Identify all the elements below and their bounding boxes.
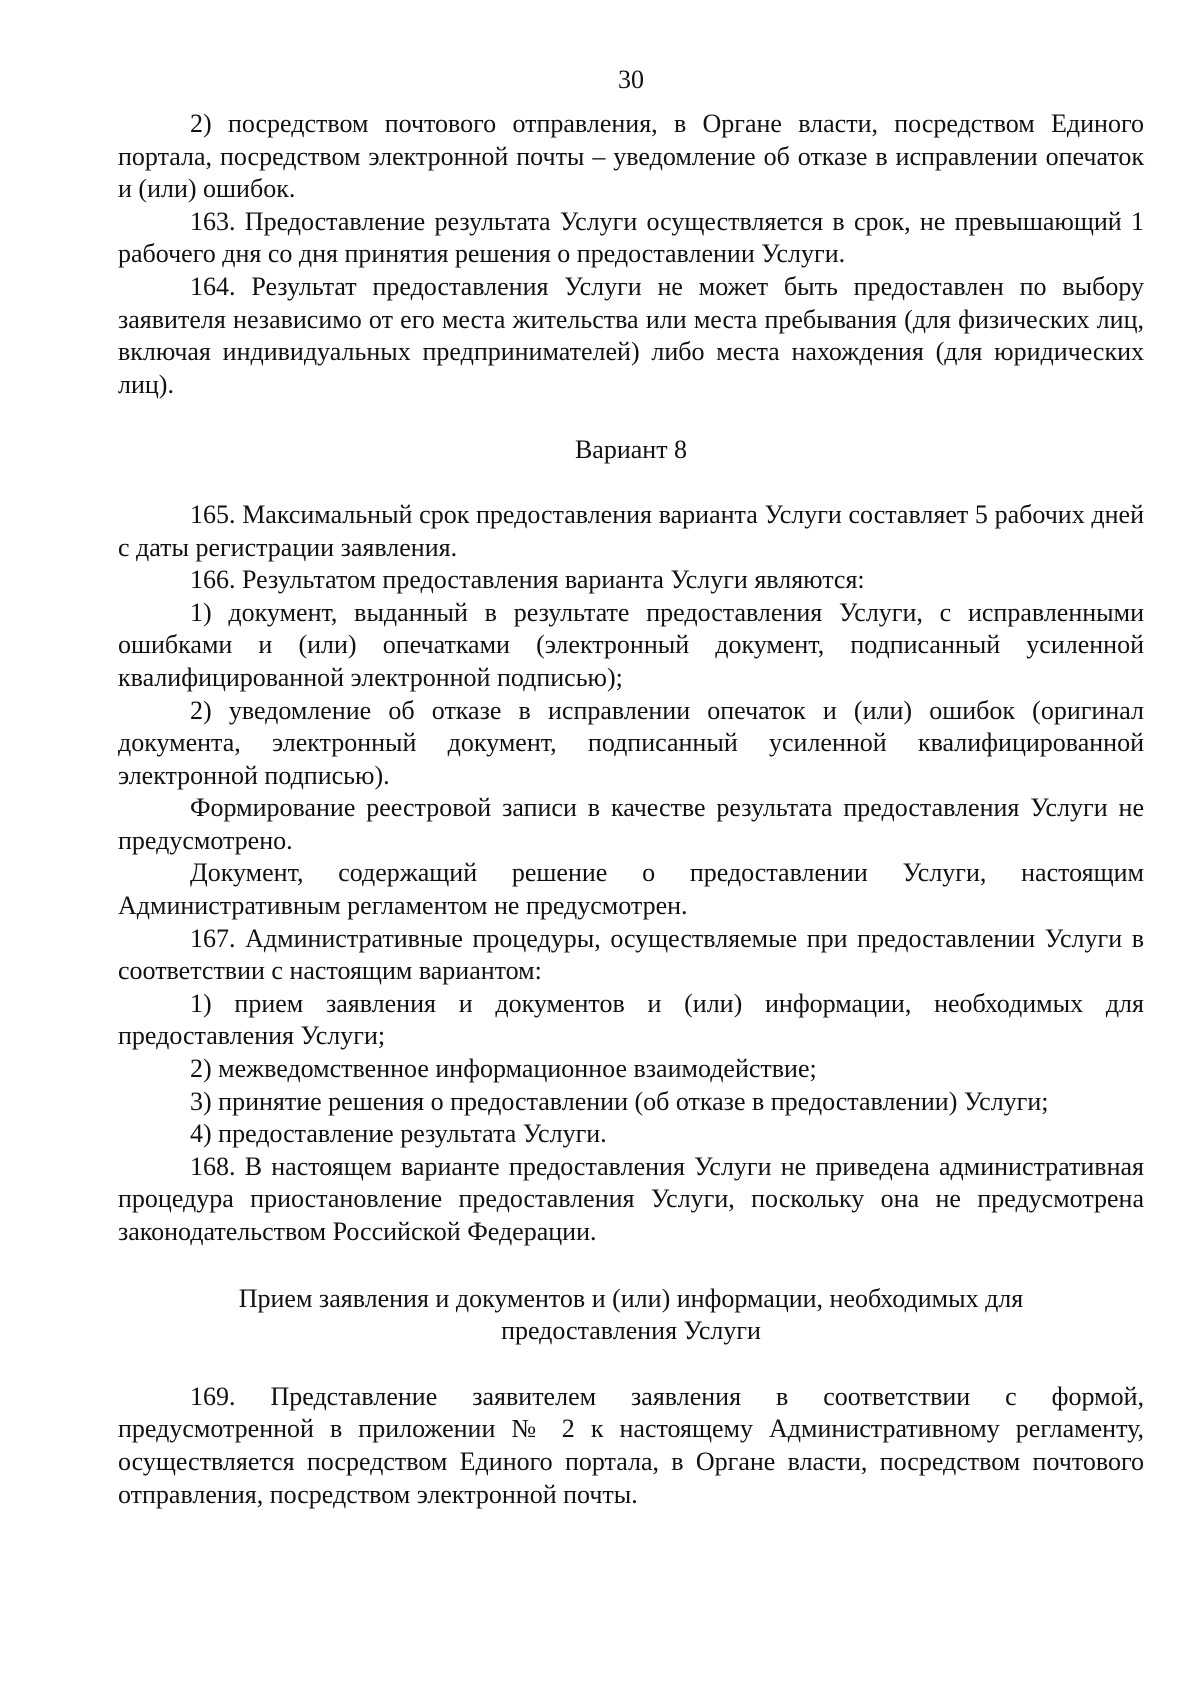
paragraph-165: 165. Максимальный срок предоставления варианта Услуги составляет 5 рабочих дней с даты регистрации заявления. [118,499,1144,562]
paragraph-163: 163. Предоставление результата Услуги осуществляется в срок, не превышающий 1 рабочего дня со дня принятия решения о предоставлении Услуги. [118,206,1144,269]
paragraph-169: 169. Представление заявителем заявления в соответствии с формой, предусмотренной в приложении № 2 к настоящему Административному регламенту, осуществляется посредством Единого портала, в Органе власти, посредством почтового отправления, посредством электронной почты. [118,1381,1144,1509]
paragraph-167-item-2: 2) межведомственное информационное взаимодействие; [190,1054,817,1084]
page-number: 30 [618,65,644,94]
paragraph-167: 167. Административные процедуры, осуществляемые при предоставлении Услуги в соответствии с настоящим вариантом: [118,923,1144,986]
paragraph-registry-record: Формирование реестровой записи в качестве результата предоставления Услуги не предусмотрено. [118,793,1144,855]
paragraph-164: 164. Результат предоставления Услуги не может быть предоставлен по выбору заявителя независимо от его места жительства или места пребывания (для физических лиц, включая индивидуальных предпринимателей) либо места нахождения (для юридических лиц). [118,271,1144,399]
paragraph-167-item-1: 1) прием заявления и документов и (или) информации, необходимых для предоставления Услуги; [118,988,1144,1051]
paragraph-168: 168. В настоящем варианте предоставления Услуги не приведена административная процедура приостановление предоставления Услуги, поскольку она не предусмотрена законодательством Российской Федерации. [118,1151,1144,1246]
spacer [118,467,1144,499]
paragraph-item-2-postal: 2) посредством почтового отправления, в Органе власти, посредством Единого портала, посредством электронной почты – уведомление об отказе в исправлении опечаток и (или) ошибок. [118,109,1144,204]
paragraph-167-item-3: 3) принятие решения о предоставлении (об отказе в предоставлении) Услуги; [190,1086,1049,1116]
paragraph-166: 166. Результатом предоставления варианта Услуги являются: [190,565,865,595]
section-heading-application-intake [118,1283,1144,1348]
spacer [118,401,1144,434]
paragraph-166-item-1: 1) документ, выданный в результате предоставления Услуги, с исправленными ошибками и (или) опечатками (электронный документ, подписанный усиленной квалифицированной электронной подписью); [118,597,1144,692]
paragraph-166-item-2: 2) уведомление об отказе в исправлении опечаток и (или) ошибок (оригинал документа, электронный документ, подписанный усиленной квалифицированной электронной подписью). [118,695,1144,790]
spacer [118,1348,1144,1381]
paragraph-decision-document: Документ, содержащий решение о предоставлении Услуги, настоящим Административным регламентом не предусмотрен. [118,858,1144,921]
spacer [118,1249,1144,1283]
paragraph-167-item-4: 4) предоставление результата Услуги. [190,1119,607,1149]
section-heading-line-1: Прием заявления и документов и (или) информации, необходимых для [238,1283,1024,1313]
section-heading-variant-8: Вариант 8 [574,435,688,465]
document-page [118,64,1144,1511]
section-heading-line-2: предоставления Услуги [501,1316,761,1346]
